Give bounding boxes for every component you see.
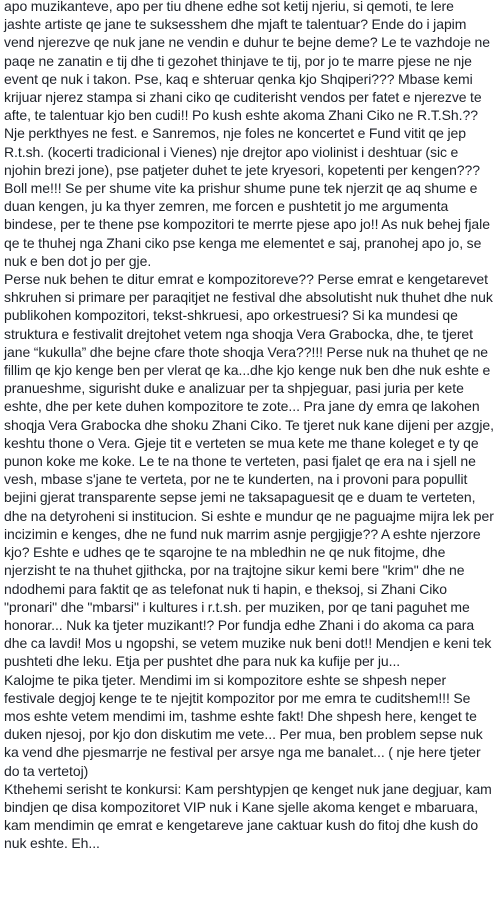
post-paragraph: apo muzikanteve, apo per tiu dhene edhe sot ketij njeriu, si qemoti, te lere jashte artiste qe jane te suksesshem dhe mjaft te talentuar? Ende do i japim vend njerezve qe nuk jane ne vendin e duhur te bejne deme? Le te vazhdoje ne paqe ne zanatin e tij dhe ti gezohet thinjave te tij, por jo te marre pjese ne nje event qe nuk i takon. Pse, kaq e shteruar qenka kjo Shqiperi??? Mbase kemi krijuar njerez stampa si zhani ciko qe cuditerisht vendos per fatet e njerezve te afte, te talentuar kjo ben cudi!! Po kush eshte akoma Zhani Ciko ne R.T.Sh.?? Nje perkthyes ne fest. e Sanremos, nje foles ne koncertet e Fund vitit qe jep R.t.sh. (kocerti tradicional i Vienes) nje drejtor apo violinist i deshtuar (sic e njohin brezi jone), pse patjeter duhet te jete kryesori, kopetenti per kengen??? Boll me!!! Se per shume vite ka prishur shume pune tek njerzit qe aq shume e duan kengen, ju ka thyer zemren, me forcen e pushtetit jo me argumenta bindese, per te thene pse kompozitori te merrte pjese apo jo!! As nuk behej fjale qe te thuhej nga Zhani ciko pse kenga me elementet e saj, pranohej apo jo, se nuk e ben dot jo per gje. xyxy=(4,0,490,269)
post-paragraph: Perse nuk behen te ditur emrat e kompozitoreve?? Perse emrat e kengetarevet shkruhen si primare per paraqitjet ne festival dhe absolutisht nuk thuhet dhe nuk publikohen kompozitori, tekst-shkruesi, apo orkestruesi? Si ka mundesi qe struktura e festivalit drejtohet vetem nga shoqja Vera Grabocka, dhe, te tjeret jane “kukulla” dhe bejne cfare thote shoqja Vera??!!! Perse nuk na thuhet qe ne fillim qe kjo kenge ben per vlerat qe ka...dhe kjo kenge nuk ben dhe nuk eshte e pranueshme, sigurisht duke e analizuar per ta shpjeguar, pasi juria per kete eshte, dhe per kete duhen kompozitore te zote... Pra jane dy emra qe lakohen shoqja Vera Grabocka dhe shoku Zhani Ciko. Te tjeret nuk kane dijeni per azgje, keshtu thone o Vera. Gjeje tit e verteten se mua kete me thane koleget e ty qe punon koke me koke. Le te na thone te verteten, pasi fjalet qe era na i sjell ne vesh, mbase s'jane te verteta, por ne te kunderten, na i provoni para popullit bejini gjerat transparente sepse jemi ne taksapaguesit qe e duam te verteten, dhe na detyroheni si institucion. Si eshte e mundur qe ne paguajme mijra lek per incizimin e kenges, dhe ne fund nuk marrim asnje pergjigje?? A eshte njerzore kjo? Eshte e udhes qe te sqarojne te na mbledhin ne qe nuk fitojme, dhe njerzisht te na thuhet gjithcka, por na trajtojne sikur kemi bere "krim" dhe ne ndodhemi para faktit qe as telefonat nuk ti hapin, e theksoj, si Zhani Ciko "pronari" dhe "mbarsi" i kultures i r.t.sh. per muziken, por qe tani paguhet me honorar... Nuk ka tjeter muzikant!? Por fundja edhe Zhani i do akoma ca para dhe ca lavdi! Mos u ngopshi, se vetem muzike nuk beni dot!! Mendjen e keni tek pushteti dhe leku. Etja per pushtet dhe para nuk ka kufije per ju... xyxy=(4,271,494,670)
post-body xyxy=(4,0,494,853)
post-paragraph: Kthehemi serisht te konkursi: Kam pershtypjen qe kenget nuk jane degjuar, kam bindjen qe disa kompozitoret VIP nuk i Kane sjelle akoma kenget e mbaruara, kam mendimin qe emrat e kengetareve jane caktuar kush do fitoj dhe kush do nuk eshte. Eh... xyxy=(4,780,492,852)
post-paragraph: Kalojme te pika tjeter. Mendimi im si kompozitore eshte se shpesh neper festivale degjoj kenge te te njejtit kompozitor por me emra te cuditshem!!! Se mos eshte vetem mendimi im, tashme eshte fakt! Dhe shpesh here, kenget te duken njesoj, por kjo don diskutim me vete... Per mua, ben problem sepse nuk ka vend dhe pjesmarrje ne festival per arsye nga me banalet... ( nje here tjeter do ta vertetoj) xyxy=(4,671,483,779)
